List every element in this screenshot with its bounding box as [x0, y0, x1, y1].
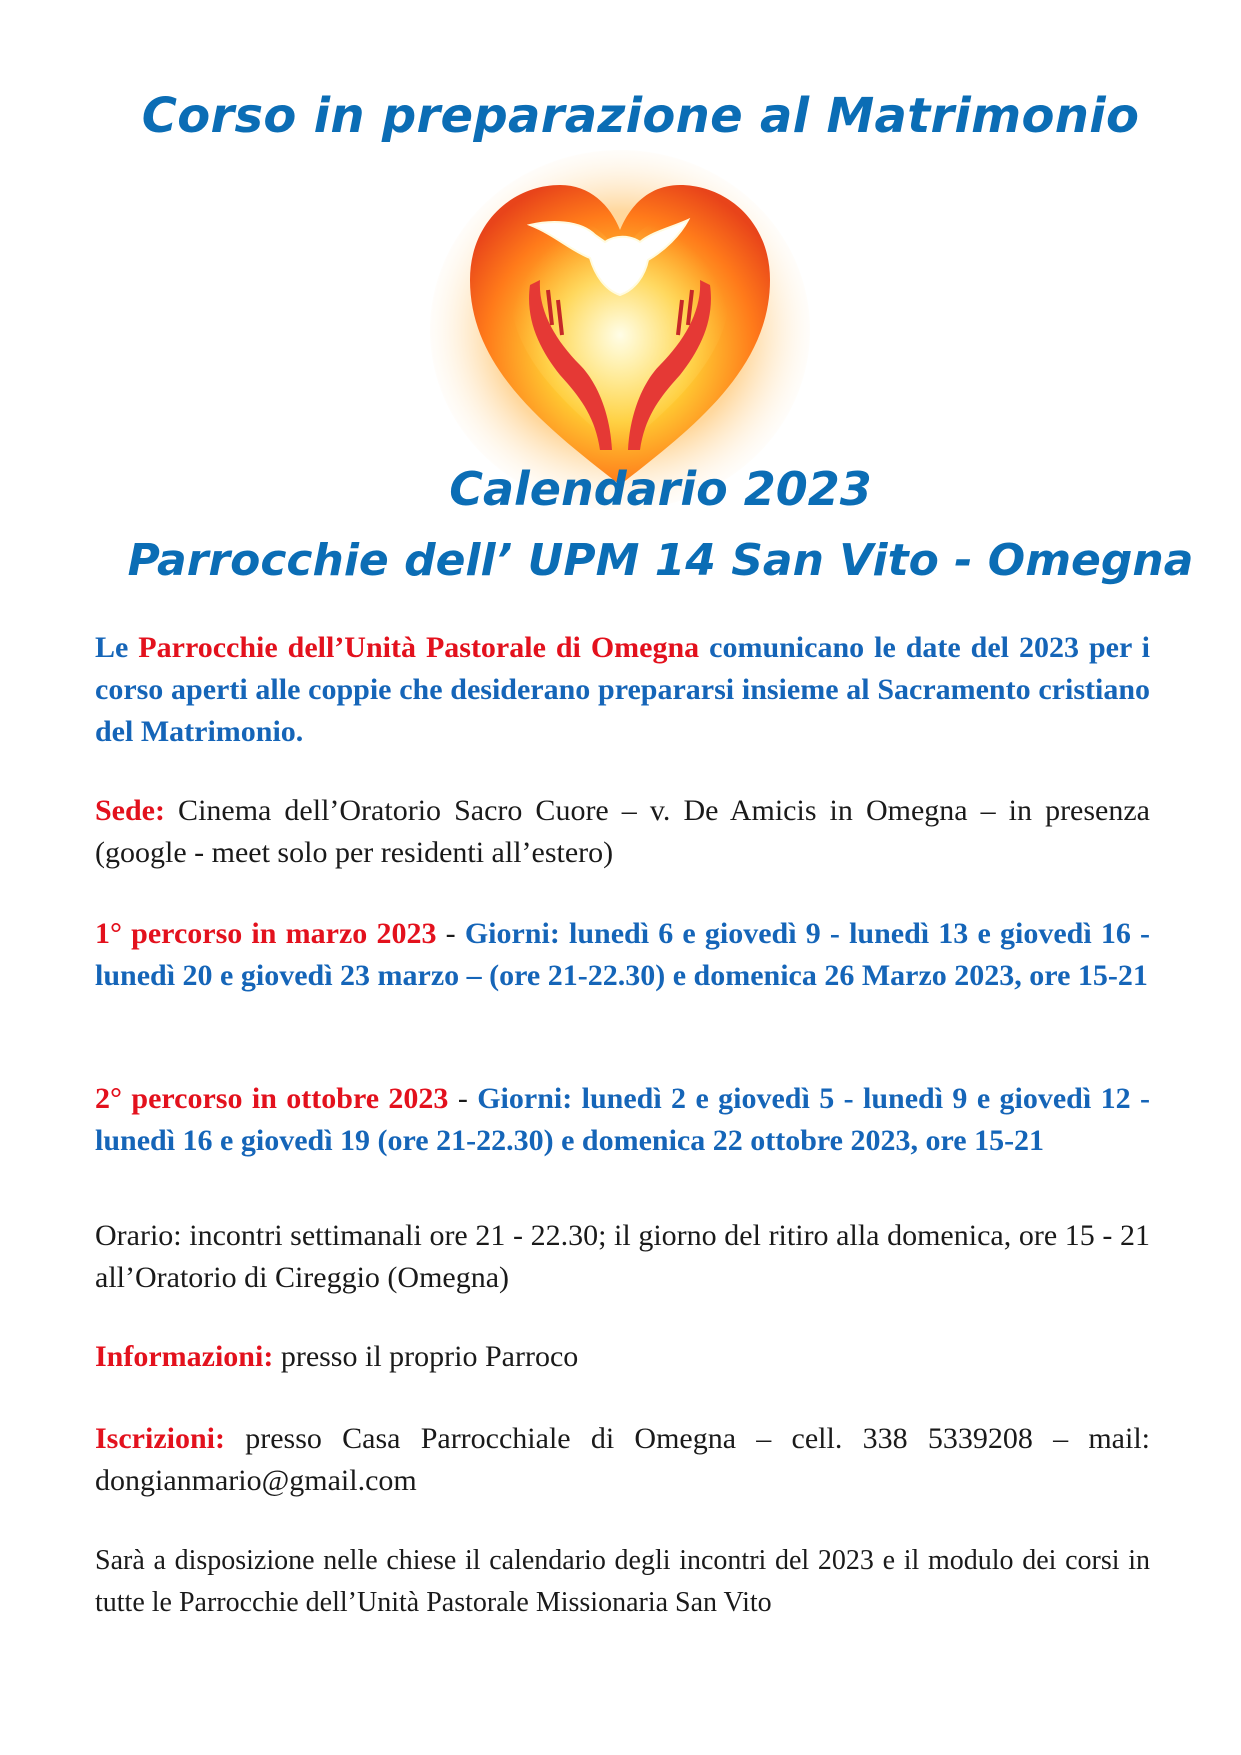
sede-text: Cinema dell’Oratorio Sacro Cuore – v. De Amicis in Omegna – in presenza (google - meet solo per residenti all’estero) [95, 794, 1150, 869]
percorso-2-text: Giorni: lunedì 2 e giovedì 5 - lunedì 9 e giovedì 12 - lunedì 16 e giovedì 19 (ore 21-22.30) e domenica 22 ottobre 2023, ore 15-21 [95, 1082, 1150, 1157]
intro-paragraph [95, 627, 1150, 753]
percorso-2-sep: - [448, 1082, 478, 1115]
iscrizioni-text: presso Casa Parrocchiale di Omegna – cell. 338 5339208 – mail: dongianmario@gmail.com [95, 1422, 1150, 1497]
calendar-title: Calendario 2023 [449, 462, 872, 516]
sede-label: Sede: [95, 794, 165, 827]
heart-dove-hands-icon [430, 150, 810, 510]
informazioni-paragraph [95, 1336, 1150, 1378]
sede-paragraph [95, 790, 1150, 874]
percorso-2-paragraph [95, 1078, 1150, 1162]
informazioni-label: Informazioni: [95, 1340, 274, 1373]
intro-highlight: Parrocchie dell’Unità Pastorale di Omegna [138, 631, 700, 664]
percorso-1-text: Giorni: lunedì 6 e giovedì 9 - lunedì 13 e giovedì 16 - lunedì 20 e giovedì 23 marzo – (ore 21-22.30) e domenica 26 Marzo 2023, ore 15-21 [95, 917, 1151, 992]
percorso-1-sep: - [436, 917, 465, 950]
orario-paragraph: Orario: incontri settimanali ore 21 - 22.30; il giorno del ritiro alla domenica, ore 15 - 21 all’Oratorio di Cireggio (Omegna) [95, 1219, 1150, 1294]
intro-text-start: Le [95, 631, 139, 664]
percorso-1-label: 1° percorso in marzo 2023 [95, 917, 437, 950]
parishes-title: Parrocchie dell’ UPM 14 San Vito - Omegna [127, 535, 1194, 586]
main-title: Corso in preparazione al Matrimonio [141, 88, 1140, 144]
informazioni-text: presso il proprio Parroco [273, 1340, 579, 1373]
iscrizioni-paragraph [95, 1418, 1150, 1502]
note-paragraph: Sarà a disposizione nelle chiese il calendario degli incontri del 2023 e il modulo dei corsi in tutte le Parrocchie dell’Unità Pastorale Missionaria San Vito [95, 1545, 1150, 1618]
percorso-1-paragraph [95, 913, 1150, 997]
percorso-2-label: 2° percorso in ottobre 2023 [95, 1082, 449, 1115]
intro-text-end: comunicano le date del 2023 per i corso aperti alle coppie che desiderano prepararsi insieme al Sacramento cristiano del Matrimonio. [95, 631, 1151, 748]
iscrizioni-label: Iscrizioni: [95, 1422, 225, 1455]
